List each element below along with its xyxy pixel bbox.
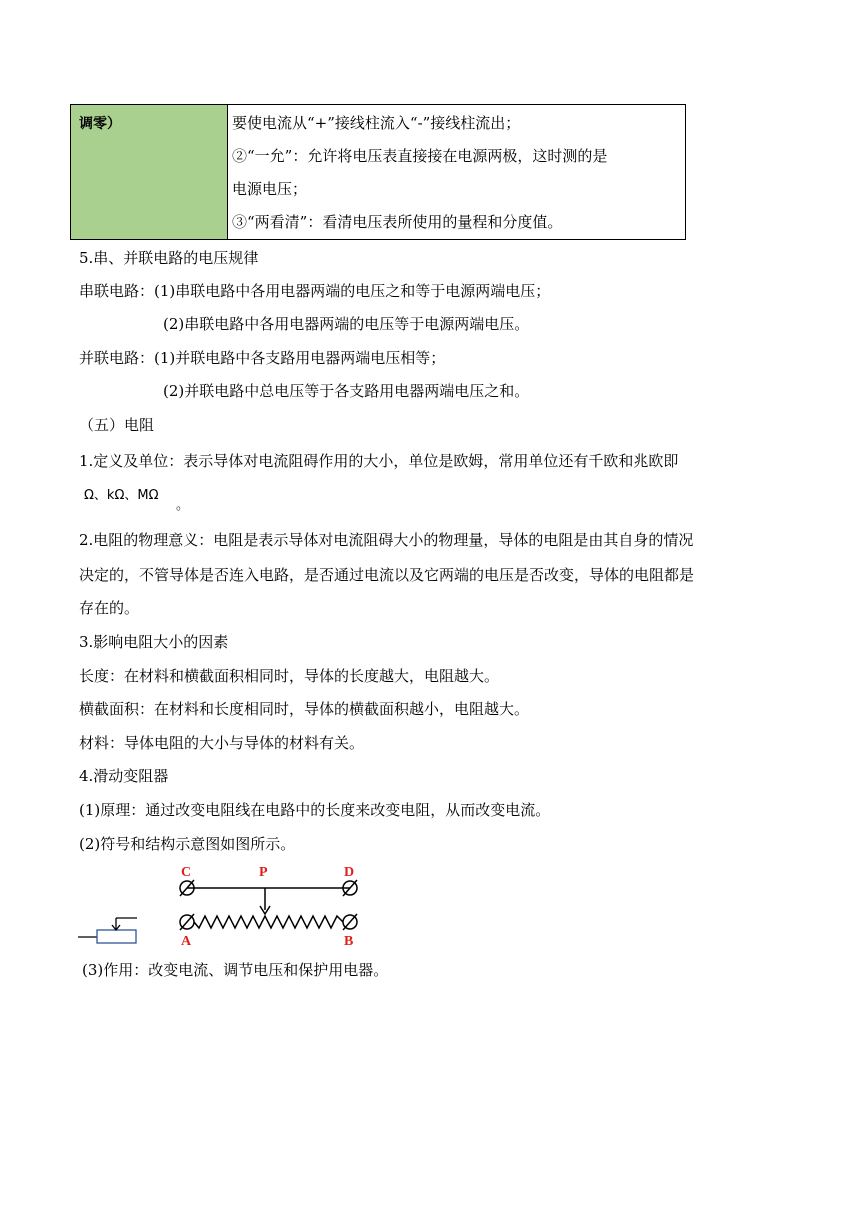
paragraph-line: (1)原理：通过改变电阻线在电路中的长度来改变电阻，从而改变电流。 <box>79 801 551 819</box>
paragraph-line: (2)串联电路中各用电器两端的电压等于电源两端电压。 <box>163 315 530 333</box>
rheostat-symbol <box>78 918 137 943</box>
paragraph-line: 材料：导体电阻的大小与导体的材料有关。 <box>79 734 365 752</box>
paragraph-line: 串联电路：(1)串联电路中各用电器两端的电压之和等于电源两端电压； <box>79 282 551 300</box>
paragraph-line: 决定的，不管导体是否连入电路，是否通过电流以及它两端的电压是否改变，导体的电阻都是 <box>79 566 695 584</box>
section-heading: 5.串、并联电路的电压规律 <box>79 249 259 267</box>
table-line: 电源电压； <box>232 180 308 198</box>
unit-symbols: Ω、kΩ、MΩ <box>84 488 159 503</box>
paragraph-line: 。 <box>176 498 190 513</box>
paragraph-line: (2)并联电路中总电压等于各支路用电器两端电压之和。 <box>163 382 530 400</box>
section-heading: 3.影响电阻大小的因素 <box>79 633 229 651</box>
terminal-label-b: B <box>344 934 354 949</box>
paragraph-line: 1.定义及单位：表示导体对电流阻碍作用的大小，单位是欧姆，常用单位还有千欧和兆欧即 <box>79 452 679 470</box>
table-line: ②“一允”：允许将电压表直接接在电源两极，这时测的是 <box>232 147 608 165</box>
rheostat-structure <box>180 880 357 930</box>
terminal-label-a: A <box>181 934 192 949</box>
slider-label-p: P <box>259 865 268 880</box>
paragraph-line: 横截面积：在材料和长度相同时，导体的横截面积越小，电阻越大。 <box>79 700 530 718</box>
paragraph-line: 并联电路：(1)并联电路中各支路用电器两端电压相等； <box>79 349 446 367</box>
table-left-cell: 调零） <box>71 105 228 239</box>
paragraph-line: 2.电阻的物理意义：电阻是表示导体对电流阻碍大小的物理量，导体的电阻是由其自身的情况 <box>79 531 694 549</box>
paragraph-line: (2)符号和结构示意图如图所示。 <box>79 835 296 853</box>
paragraph-line: 长度：在材料和横截面积相同时，导体的长度越大，电阻越大。 <box>79 667 500 685</box>
paragraph-line: 存在的。 <box>79 599 140 617</box>
paragraph-line: (3)作用：改变电流、调节电压和保护用电器。 <box>82 961 389 979</box>
terminal-label-c: C <box>181 865 192 880</box>
table-line: 要使电流从“+”接线柱流入“-”接线柱流出； <box>232 114 521 132</box>
terminal-label-d: D <box>344 865 355 880</box>
section-heading: 4.滑动变阻器 <box>79 767 169 785</box>
table-line: ③“两看清”：看清电压表所使用的量程和分度值。 <box>232 213 563 231</box>
section-heading: （五）电阻 <box>79 416 155 434</box>
